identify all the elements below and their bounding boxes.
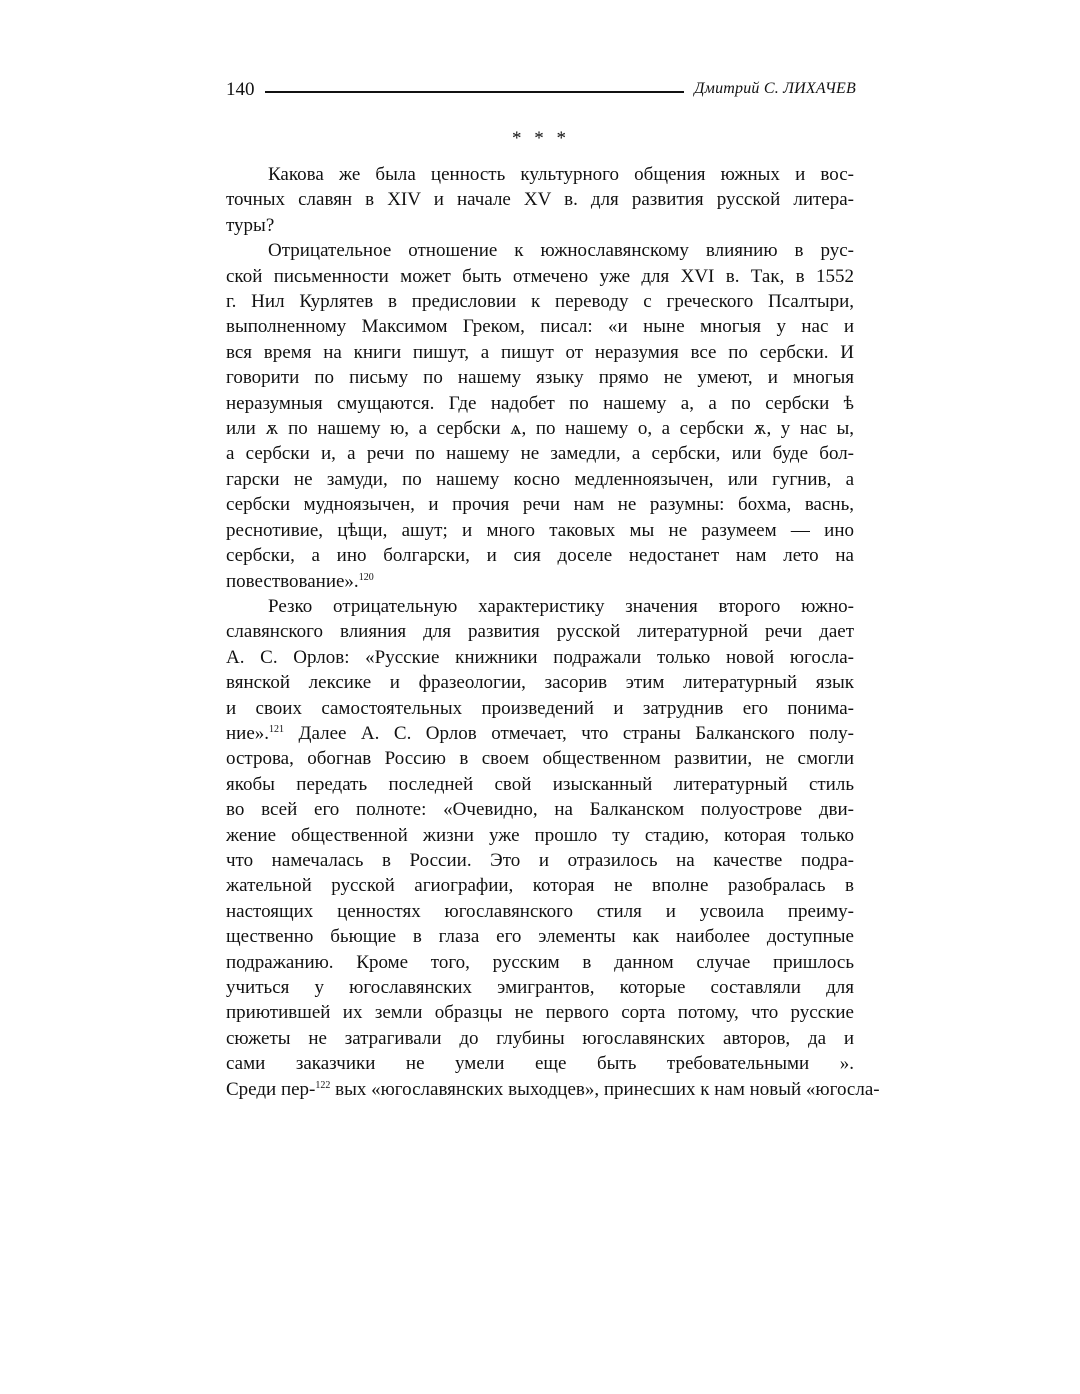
text-line: якобы передать последней свой изысканный литературный стиль <box>226 773 854 795</box>
text-line-content: ние». <box>226 722 270 744</box>
paragraph-2 <box>226 238 854 594</box>
text-line-content: вых «югославянских выходцев», принесших к нам новый «югосла- <box>335 1078 880 1100</box>
text-line-content: повествование». <box>226 570 359 592</box>
text-line: А. С. Орлов: «Русские книжники подражали только новой югосла- <box>226 646 854 668</box>
text-line: учиться у югославянских эмигрантов, которые составляли для <box>226 977 854 998</box>
text-line: г. Нил Курлятев в предисловии к переводу с греческого Псалтыри, <box>226 291 854 313</box>
text-line: говорити по письму по нашему языку прямо не умеют, и многыя <box>226 367 854 389</box>
text-line: а сербски и, а речи по нашему не замедли, а сербски, или буде бол- <box>226 443 854 465</box>
text-line: жательной русской агиографии, которая не вполне разобралась в <box>226 875 854 897</box>
text-line: вянской лексике и фразеологии, засорив этим литературный язык <box>226 672 854 694</box>
text-line: настоящих ценностях югославянского стиля и усвоила преиму- <box>226 900 854 922</box>
text-line: выполненному Максимом Греком, писал: «и ныне многыя у нас и <box>226 316 854 338</box>
paragraph-1 <box>226 162 854 238</box>
page-number: 140 <box>226 78 255 100</box>
text-line: что намечалась в России. Это и отразилось на качестве подра- <box>226 849 854 871</box>
text-line: жение общественной жизни уже прошло ту стадию, которая только <box>226 824 854 846</box>
text-line-with-footnote <box>226 1077 880 1102</box>
text-line: и своих самостоятельных произведений и затруднив его понима- <box>226 697 854 719</box>
text-line: туры? <box>226 214 275 236</box>
text-line: сербски мудноязычен, и прочия речи нам не разумны: бохма, васнь, <box>226 494 854 516</box>
text-line: приютившей их земли образцы не первого сорта потому, что русские <box>226 1002 854 1024</box>
text-line: Какова же была ценность культурного общения южных и вос- <box>268 164 854 185</box>
text-line: неразумныя смущаются. Где надобет по нашему а, а по сербски ѣ <box>226 392 854 414</box>
text-line: сербски, а ино болгарски, и сия доселе недостанет нам лето на <box>226 545 854 567</box>
footnote-ref[interactable]: 120 <box>358 571 374 583</box>
text-line-content: Среди пер- <box>226 1078 316 1100</box>
running-head <box>226 76 856 102</box>
header-rule <box>265 91 685 93</box>
text-line: во всей его полноте: «Очевидно, на Балканском полуострове дви- <box>226 799 854 821</box>
text-line: подражанию. Кроме того, русским в данном случае пришлось <box>226 951 854 973</box>
text-line: сами заказчики не умели еще быть требовательными ». <box>226 1053 854 1075</box>
running-author: Дмитрий С. ЛИХАЧЕВ <box>694 80 856 97</box>
text-line: точных славян в XIV и начале XV в. для развития русской литера- <box>226 189 854 211</box>
footnote-ref[interactable]: 122 <box>315 1079 331 1091</box>
text-line-with-footnote <box>226 569 854 594</box>
text-line: реснотивие, цѣщи, ашут; и много таковых мы не разумеем — ино <box>226 519 854 541</box>
text-line-with-footnote <box>226 721 854 746</box>
footnote-ref[interactable]: 121 <box>269 723 285 735</box>
text-line: Отрицательное отношение к южнославянскому влиянию в рус- <box>268 240 854 262</box>
text-line: щественно бьющие в глаза его элементы как наиболее доступные <box>226 926 854 948</box>
text-line: ской письменности может быть отмечено уже для XVI в. Так, в 1552 <box>226 265 854 287</box>
text-line: гарски не замуди, по нашему косно медленноязычен, или гугнив, а <box>226 468 854 490</box>
text-line: вся время на книги пишут, а пишут от неразумия все по сербски. И <box>226 341 854 363</box>
section-break: * * * <box>512 128 570 149</box>
text-line: славянского влияния для развития русской литературной речи дает <box>226 621 854 643</box>
text-line: сюжеты не затрагивали до глубины югославянских авторов, да и <box>226 1027 854 1049</box>
text-line-content: Далее А. С. Орлов отмечает, что страны Балканского полу- <box>298 722 854 744</box>
text-line: Резко отрицательную характеристику значения второго южно- <box>268 595 854 617</box>
paragraph-3 <box>226 594 880 1102</box>
text-line: острова, обогнав Россию в своем общественном развитии, не смогли <box>226 748 854 770</box>
body-text <box>226 162 880 1102</box>
text-line: или ѫ по нашему ю, а сербски ѧ, по нашему о, а сербски ѫ, у нас ы, <box>226 418 854 440</box>
